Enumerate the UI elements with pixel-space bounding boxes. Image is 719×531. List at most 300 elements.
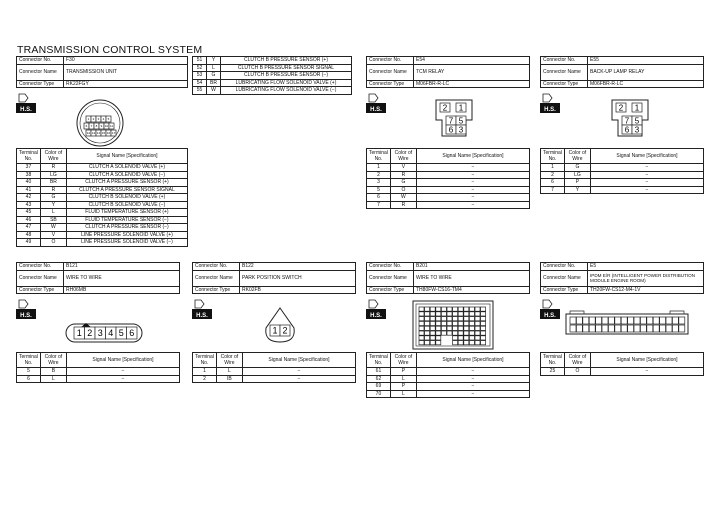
- table-row: [367, 201, 530, 209]
- connector-pin: [436, 317, 441, 321]
- wire-color-cell: L: [390, 390, 416, 398]
- pin-label: 9: [100, 124, 103, 129]
- connector-no: E5: [588, 263, 704, 271]
- connector-no: B122: [240, 263, 356, 271]
- connector-pin: [679, 325, 685, 332]
- table-row: [541, 179, 704, 187]
- connector-pin: [679, 317, 685, 324]
- terminal-header: Terminal No.: [367, 149, 391, 164]
- connector-name: TRANSMISSION UNIT: [64, 64, 188, 80]
- connector-type: M06FBR-R-LC: [588, 80, 704, 88]
- label: Connector Type: [541, 80, 588, 88]
- connector-pin: [583, 325, 589, 332]
- e54-signal-table: [366, 148, 530, 209]
- connector-pin: [430, 331, 435, 335]
- pin-label: 1: [87, 117, 90, 122]
- pin-label: 2: [618, 103, 624, 113]
- connector-type: TH80FW-CS16-TM4: [414, 286, 530, 294]
- connector-pin: [481, 312, 486, 316]
- connector-pin: [464, 326, 469, 330]
- connector-pin: [475, 331, 480, 335]
- connector-pin: [419, 312, 424, 316]
- wire-color-cell: G: [40, 194, 66, 202]
- connector-pin: [447, 321, 452, 325]
- color-header: Color of Wire: [216, 353, 242, 368]
- label: Connector No.: [17, 57, 64, 65]
- connector-pin: [469, 341, 474, 345]
- connector-pin: [419, 321, 424, 325]
- connector-type: M06FBR-R-LC: [414, 80, 530, 88]
- label: Connector Name: [193, 270, 240, 286]
- signal-cell: −: [416, 164, 529, 172]
- terminal-cell: 45: [17, 209, 41, 217]
- connector-pin: [430, 336, 435, 340]
- connector-pin: [419, 336, 424, 340]
- connector-pin: [634, 325, 640, 332]
- wire-color-cell: Y: [40, 201, 66, 209]
- pin-label: 7: [448, 116, 454, 126]
- hs-icon: [540, 92, 560, 114]
- connector-pin: [419, 341, 424, 345]
- wire-color-cell: O: [40, 239, 66, 247]
- wire-color-cell: W: [390, 194, 416, 202]
- signal-cell: CLUTCH B SOLENOID VALVE (−): [66, 201, 187, 209]
- connector-pin: [447, 312, 452, 316]
- f30-connector-diagram: [72, 98, 128, 148]
- pin-label: 5: [634, 116, 640, 126]
- terminal-cell: 2: [541, 171, 565, 179]
- wire-color-cell: O: [564, 368, 590, 376]
- connector-pin: [481, 326, 486, 330]
- connector-no: F30: [64, 57, 188, 65]
- pin-label: 2: [442, 103, 448, 113]
- connector-pin: [481, 331, 486, 335]
- pin-label: 6: [624, 125, 630, 135]
- connector-no: E55: [588, 57, 704, 65]
- connector-pin: [596, 317, 602, 324]
- table-row: [193, 375, 356, 383]
- connector-pin: [441, 307, 446, 311]
- connector-pin: [458, 307, 463, 311]
- terminal-cell: 37: [17, 164, 41, 172]
- pin-label: 15: [101, 131, 106, 136]
- terminal-header: Terminal No.: [17, 149, 41, 164]
- connector-pin: [615, 325, 621, 332]
- pin-label: 3: [634, 125, 640, 135]
- signal-cell: CLUTCH A SOLENOID VALVE (−): [66, 171, 187, 179]
- f30-signal-table: [16, 148, 188, 247]
- connector-pin: [469, 336, 474, 340]
- table-row: [367, 390, 530, 398]
- label: Connector Name: [17, 64, 64, 80]
- table-row: [193, 87, 352, 95]
- signal-cell: CLUTCH A SOLENOID VALVE (+): [66, 164, 187, 172]
- connector-pin: [469, 312, 474, 316]
- connector-pin: [621, 325, 627, 332]
- connector-pin: [475, 341, 480, 345]
- connector-pin: [464, 312, 469, 316]
- connector-pin: [453, 336, 458, 340]
- f30-extra-table: [192, 56, 352, 95]
- terminal-cell: 52: [193, 64, 207, 72]
- terminal-cell: 1: [541, 164, 565, 172]
- wire-color-cell: Y: [207, 57, 221, 65]
- hs-icon: [16, 92, 36, 114]
- table-row: [17, 368, 180, 376]
- wire-color-cell: P: [564, 179, 590, 187]
- label: Connector No.: [367, 263, 414, 271]
- connector-pin: [430, 312, 435, 316]
- signal-cell: −: [416, 375, 529, 383]
- connector-pin: [425, 331, 430, 335]
- b121-signal-table: [16, 352, 180, 383]
- terminal-cell: 1: [367, 164, 391, 172]
- signal-cell: LUBRICATING FLOW SOLENOID VALVE (−): [221, 87, 352, 95]
- terminal-cell: 62: [367, 375, 391, 383]
- connector-name: WIRE TO WIRE: [414, 270, 530, 286]
- connector-pin: [469, 321, 474, 325]
- connector-pin: [481, 341, 486, 345]
- terminal-cell: 47: [17, 224, 41, 232]
- connector-pin: [436, 341, 441, 345]
- wire-color-cell: R: [390, 171, 416, 179]
- connector-pin: [570, 317, 576, 324]
- hs-icon: [366, 298, 386, 320]
- connector-pin: [589, 325, 595, 332]
- connector-pin: [583, 317, 589, 324]
- signal-cell: CLUTCH A PRESSURE SENSOR SIGNAL: [66, 186, 187, 194]
- table-row: [367, 375, 530, 383]
- pin-label: 5: [458, 116, 464, 126]
- signal-header: Signal Name [Specification]: [590, 353, 703, 368]
- table-row: [17, 201, 188, 209]
- terminal-cell: 7: [541, 186, 565, 194]
- connector-type: TH20FW-CS12-M4-1V: [588, 286, 704, 294]
- terminal-cell: 42: [17, 194, 41, 202]
- connector-pin: [425, 312, 430, 316]
- wire-color-cell: BR: [207, 79, 221, 87]
- color-header: Color of Wire: [390, 353, 416, 368]
- pin-label: 3: [97, 328, 103, 339]
- b122-info-table: [192, 262, 356, 294]
- table-row: [17, 209, 188, 217]
- wire-color-cell: L: [390, 375, 416, 383]
- label: Connector Type: [17, 80, 64, 88]
- pin-label: 1: [458, 103, 464, 113]
- table-row: [193, 64, 352, 72]
- terminal-cell: 41: [17, 186, 41, 194]
- connector-pin: [634, 317, 640, 324]
- wire-color-cell: LG: [564, 171, 590, 179]
- terminal-cell: 1: [193, 368, 217, 376]
- connector-pin: [608, 325, 614, 332]
- connector-pin: [481, 317, 486, 321]
- color-header: Color of Wire: [390, 149, 416, 164]
- connector-pin: [436, 321, 441, 325]
- signal-cell: FLUID TEMPERATURE SENSOR (−): [66, 216, 187, 224]
- label: Connector No.: [367, 57, 414, 65]
- connector-pin: [436, 312, 441, 316]
- pin-label: 1: [634, 103, 640, 113]
- connector-type: RK22FGY: [64, 80, 188, 88]
- connector-pin: [430, 317, 435, 321]
- pin-label: 2: [87, 328, 93, 339]
- signal-cell: −: [590, 179, 703, 187]
- table-row: [541, 186, 704, 194]
- signal-cell: −: [416, 194, 529, 202]
- hs-label: H.S.: [544, 107, 556, 113]
- connector-pin: [464, 307, 469, 311]
- b201-connector-diagram: [412, 300, 494, 350]
- signal-cell: LUBRICATING FLOW SOLENOID VALVE (+): [221, 79, 352, 87]
- hs-label: H.S.: [370, 107, 382, 113]
- connector-pin: [475, 336, 480, 340]
- connector-pin: [589, 317, 595, 324]
- color-header: Color of Wire: [564, 353, 590, 368]
- signal-header: Signal Name [Specification]: [416, 353, 529, 368]
- connector-pin: [441, 331, 446, 335]
- connector-type: RK02FB: [240, 286, 356, 294]
- connector-name: TCM RELAY: [414, 64, 530, 80]
- connector-pin: [608, 317, 614, 324]
- e5-info-table: [540, 262, 704, 294]
- connector-pin: [425, 341, 430, 345]
- wire-color-cell: L: [216, 368, 242, 376]
- pin-label: 3: [458, 125, 464, 135]
- label: Connector Type: [17, 286, 64, 294]
- connector-pin: [469, 331, 474, 335]
- connector-pin: [430, 326, 435, 330]
- hs-label: H.S.: [20, 107, 32, 113]
- table-row: [367, 186, 530, 194]
- signal-cell: −: [416, 171, 529, 179]
- wire-color-cell: SB: [40, 216, 66, 224]
- e5-connector-diagram: [564, 310, 690, 338]
- label: Connector No.: [17, 263, 64, 271]
- connector-pin: [419, 331, 424, 335]
- signal-cell: −: [416, 383, 529, 391]
- terminal-cell: 7: [367, 201, 391, 209]
- table-row: [17, 164, 188, 172]
- connector-pin: [447, 331, 452, 335]
- wire-color-cell: V: [40, 231, 66, 239]
- pin-label: 12: [86, 131, 91, 136]
- wire-color-cell: R: [390, 201, 416, 209]
- connector-pin: [464, 336, 469, 340]
- connector-pin: [475, 326, 480, 330]
- pin-label: 1: [272, 325, 278, 336]
- terminal-cell: 54: [193, 79, 207, 87]
- terminal-cell: 43: [17, 201, 41, 209]
- signal-cell: −: [416, 390, 529, 398]
- terminal-cell: 25: [541, 368, 565, 376]
- connector-pin: [596, 325, 602, 332]
- table-row: [193, 72, 352, 80]
- hs-label: H.S.: [20, 313, 32, 319]
- connector-name: WIRE TO WIRE: [64, 270, 180, 286]
- connector-pin: [602, 317, 608, 324]
- connector-pin: [453, 321, 458, 325]
- label: Connector Type: [367, 286, 414, 294]
- hs-label: H.S.: [370, 313, 382, 319]
- connector-pin: [576, 317, 582, 324]
- terminal-header: Terminal No.: [541, 149, 565, 164]
- signal-header: Signal Name [Specification]: [66, 353, 179, 368]
- connector-pin: [464, 317, 469, 321]
- signal-cell: −: [416, 368, 529, 376]
- connector-pin: [469, 307, 474, 311]
- terminal-cell: 48: [17, 231, 41, 239]
- connector-pin: [425, 326, 430, 330]
- connector-pin: [436, 307, 441, 311]
- terminal-cell: 2: [367, 171, 391, 179]
- connector-pin: [464, 341, 469, 345]
- connector-pin: [458, 336, 463, 340]
- table-row: [17, 179, 188, 187]
- connector-pin: [615, 317, 621, 324]
- connector-no: B121: [64, 263, 180, 271]
- connector-pin: [666, 317, 672, 324]
- wire-color-cell: V: [390, 164, 416, 172]
- wire-color-cell: G: [207, 72, 221, 80]
- wire-color-cell: G: [390, 179, 416, 187]
- label: Connector Name: [367, 270, 414, 286]
- wire-color-cell: BR: [40, 179, 66, 187]
- table-row: [193, 57, 352, 65]
- terminal-cell: 6: [367, 194, 391, 202]
- connector-no: E54: [414, 57, 530, 65]
- signal-cell: −: [66, 368, 179, 376]
- connector-pin: [653, 325, 659, 332]
- terminal-cell: 2: [193, 375, 217, 383]
- connector-pin: [425, 321, 430, 325]
- table-row: [541, 164, 704, 172]
- label: Connector No.: [193, 263, 240, 271]
- signal-cell: CLUTCH B PRESSURE SENSOR (+): [221, 57, 352, 65]
- color-header: Color of Wire: [40, 149, 66, 164]
- hs-label: H.S.: [544, 313, 556, 319]
- terminal-header: Terminal No.: [193, 353, 217, 368]
- connector-pin: [441, 312, 446, 316]
- connector-pin: [458, 331, 463, 335]
- hs-icon: [540, 298, 560, 320]
- signal-header: Signal Name [Specification]: [416, 149, 529, 164]
- signal-header: Signal Name [Specification]: [66, 149, 187, 164]
- signal-cell: −: [416, 179, 529, 187]
- table-row: [17, 231, 188, 239]
- signal-cell: −: [590, 186, 703, 194]
- b121-connector-diagram: [64, 318, 144, 344]
- connector-pin: [576, 325, 582, 332]
- b122-signal-table: [192, 352, 356, 383]
- table-row: [193, 79, 352, 87]
- connector-pin: [447, 326, 452, 330]
- connector-pin: [660, 317, 666, 324]
- e55-connector-diagram: [610, 98, 650, 138]
- connector-pin: [672, 325, 678, 332]
- label: Connector No.: [541, 263, 588, 271]
- table-row: [367, 383, 530, 391]
- f30-info-table: [16, 56, 188, 88]
- hs-icon: [16, 298, 36, 320]
- table-row: [541, 368, 704, 376]
- wire-color-cell: P: [390, 368, 416, 376]
- terminal-cell: 46: [17, 216, 41, 224]
- terminal-cell: 3: [367, 179, 391, 187]
- terminal-cell: 38: [17, 171, 41, 179]
- hs-icon: [366, 92, 386, 114]
- signal-cell: LINE PRESSURE SOLENOID VALVE (+): [66, 231, 187, 239]
- pin-label: 8: [95, 124, 98, 129]
- connector-pin: [640, 317, 646, 324]
- pin-label: 14: [96, 131, 101, 136]
- connector-pin: [602, 325, 608, 332]
- connector-pin: [436, 326, 441, 330]
- table-row: [17, 216, 188, 224]
- label: Connector Name: [17, 270, 64, 286]
- signal-cell: LINE PRESSURE SOLENOID VALVE (−): [66, 239, 187, 247]
- table-row: [17, 239, 188, 247]
- terminal-cell: 49: [17, 239, 41, 247]
- connector-pin: [570, 325, 576, 332]
- signal-cell: −: [590, 171, 703, 179]
- wire-color-cell: Y: [564, 186, 590, 194]
- terminal-cell: 70: [367, 390, 391, 398]
- terminal-header: Terminal No.: [541, 353, 565, 368]
- wire-color-cell: P: [390, 383, 416, 391]
- signal-cell: CLUTCH A PRESSURE SENSOR (−): [66, 224, 187, 232]
- table-row: [17, 375, 180, 383]
- signal-cell: −: [242, 375, 355, 383]
- connector-pin: [469, 326, 474, 330]
- connector-pin: [481, 336, 486, 340]
- connector-name: IPDM E/R (INTELLIGENT POWER DISTRIBUTION MODULE ENGINE ROOM): [588, 270, 704, 286]
- terminal-cell: 61: [367, 368, 391, 376]
- pin-label: 2: [282, 325, 288, 336]
- connector-type: RH06MB: [64, 286, 180, 294]
- connector-pin: [436, 331, 441, 335]
- connector-pin: [628, 325, 634, 332]
- terminal-cell: 55: [193, 87, 207, 95]
- connector-pin: [419, 307, 424, 311]
- table-row: [17, 224, 188, 232]
- connector-name: PARK POSITION SWITCH: [240, 270, 356, 286]
- e5-signal-table: [540, 352, 704, 376]
- b122-connector-diagram: [262, 306, 298, 344]
- signal-cell: −: [590, 164, 703, 172]
- connector-pin: [441, 317, 446, 321]
- color-header: Color of Wire: [40, 353, 66, 368]
- connector-pin: [475, 321, 480, 325]
- e54-connector-diagram: [434, 98, 474, 138]
- terminal-cell: 53: [193, 72, 207, 80]
- table-row: [367, 179, 530, 187]
- pin-label: 10: [104, 124, 109, 129]
- color-header: Color of Wire: [564, 149, 590, 164]
- b201-info-table: [366, 262, 530, 294]
- signal-cell: CLUTCH A PRESSURE SENSOR (+): [66, 179, 187, 187]
- wire-color-cell: LG: [40, 171, 66, 179]
- label: Connector No.: [541, 57, 588, 65]
- connector-pin: [458, 312, 463, 316]
- wire-color-cell: IB: [216, 375, 242, 383]
- e55-signal-table: [540, 148, 704, 194]
- terminal-cell: 6: [541, 179, 565, 187]
- b201-signal-table: [366, 352, 530, 398]
- pin-label: 4: [108, 328, 114, 339]
- page-title: TRANSMISSION CONTROL SYSTEM: [17, 44, 203, 56]
- table-row: [17, 171, 188, 179]
